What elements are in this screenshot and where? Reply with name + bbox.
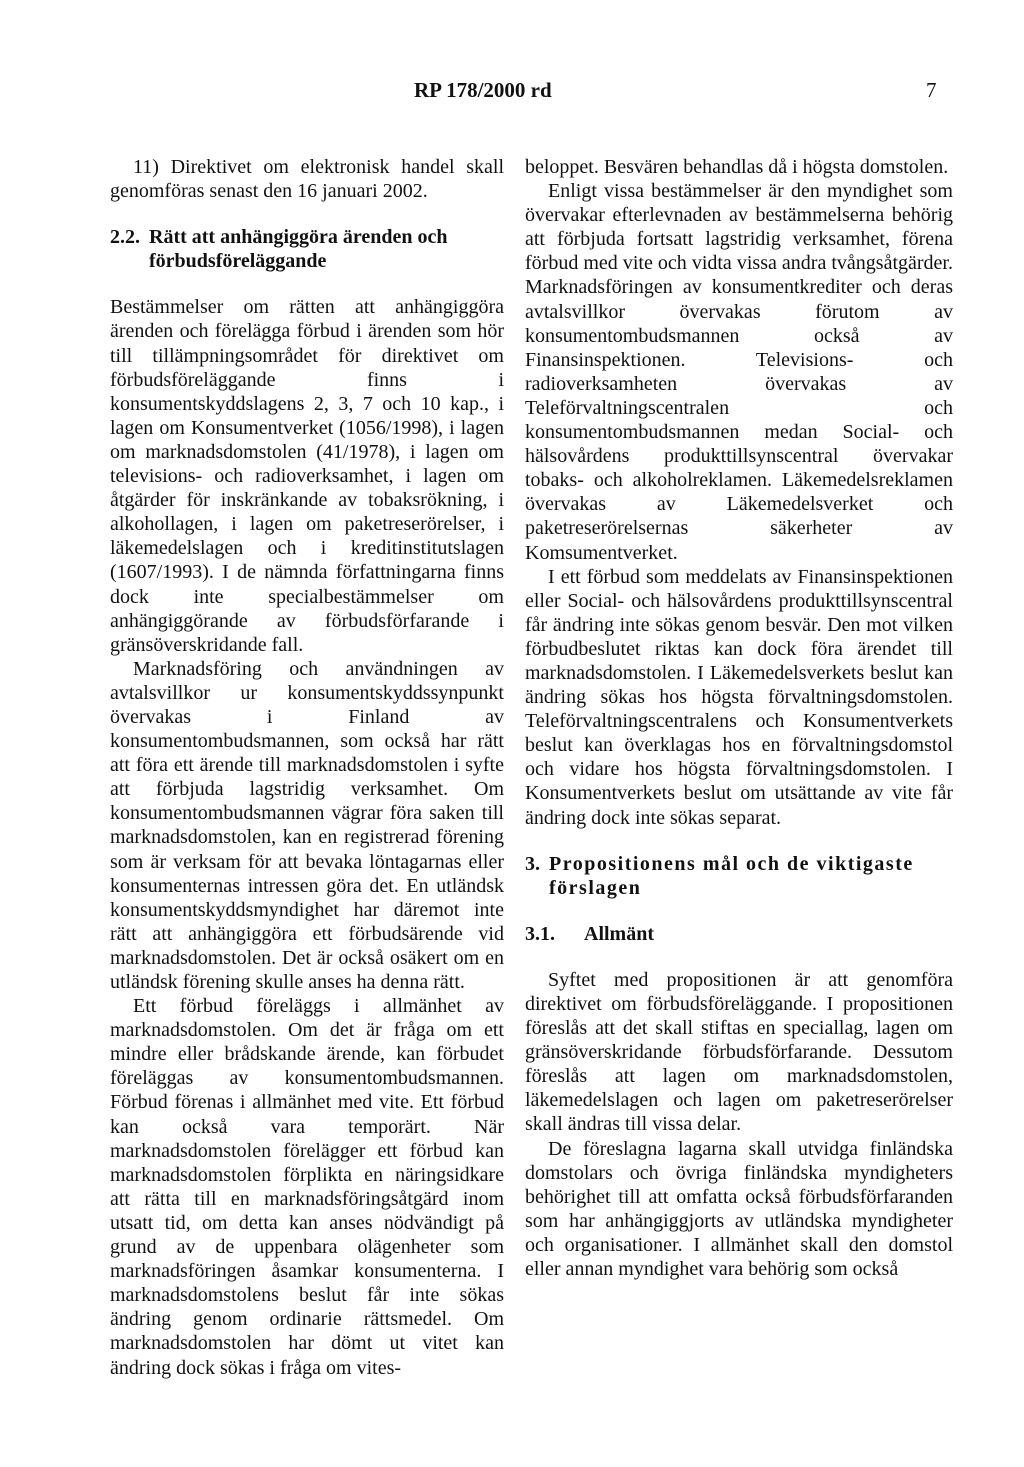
section-title: Propositionens mål och de viktigaste förslagen: [549, 852, 914, 899]
page-header: [0, 78, 1024, 108]
section-3-heading: [525, 852, 953, 900]
section-2-2-heading: [110, 225, 504, 273]
paragraph: I ett förbud som meddelats av Finansinspektionen eller Social- och hälsovårdens produkttillsynscentral får ändring inte sökas genom besvär. Den mot vilken förbudbeslutet riktas kan dock föra ärendet till marknadsdomstolen. I Läkemedelsverkets beslut kan ändring sökas hos högsta förvaltningsdomstolen. Teleförvaltningscentralens och Konsumentverkets beslut kan överklagas hos en förvaltningsdomstol och vidare hos högsta förvaltningsdomstolen. I Konsumentverkets beslut om utsättande av vite får ändring dock inte sökas separat.: [525, 565, 953, 829]
left-column: [110, 155, 504, 1380]
paragraph: Syftet med propositionen är att genomföra direktivet om förbudsföreläggande. I propositionen föreslås att det skall stiftas en speciallag, lagen om gränsöverskridande förbudsförfarande. Dessutom föreslås att lagen om marknadsdomstolen, läkemedelslagen och lagen om paketreserörelser skall ändras till vissa delar.: [525, 968, 953, 1136]
section-title: Rätt att anhängiggöra ärenden och förbudsföreläggande: [149, 226, 448, 273]
paragraph: Bestämmelser om rätten att anhängiggöra ärenden och förelägga förbud i ärenden som hör till tillämpningsområdet för direktivet om förbudsföreläggande finns i konsumentskyddslagens 2, 3, 7 och 10 kap., i lagen om Konsumentverket (1056/1998), i lagen om marknadsdomstolen (41/1978), i lagen om televisions- och radioverksamhet, i lagen om åtgärder för inskränkande av tobaksrökning, i alkohollagen, i lagen om paketreserörelser, i läkemedelslagen och i kreditinstitutslagen (1607/1993). I de nämnda författningarna finns dock inte specialbestämmelser om anhängiggörande av förbudsförfarande i gränsöverskridande fall.: [110, 296, 504, 656]
document-title: RP 178/2000 rd: [414, 78, 552, 102]
page-number: 7: [926, 78, 937, 102]
right-column: [525, 155, 953, 1281]
paragraph: beloppet. Besvären behandlas då i högsta domstolen.: [525, 156, 949, 178]
section-number: 3.1.: [525, 922, 555, 945]
intro-paragraph: 11) Direktivet om elektronisk handel skall genomföras senast den 16 januari 2002.: [110, 156, 504, 203]
section-title: Allmänt: [584, 922, 654, 945]
paragraph: Ett förbud föreläggs i allmänhet av marknadsdomstolen. Om det är fråga om ett mindre eller brådskande ärende, kan förbudet föreläggas av konsumentombudsmannen. Förbud förenas i allmänhet med vite. Ett förbud kan också vara temporärt. När marknadsdomstolen förelägger ett förbud kan marknadsdomstolen förplikta en näringsidkare att rätta till en marknadsföringsåtgärd inom utsatt tid, om detta kan anses nödvändigt på grund av de uppenbara olägenheter som marknadsföringen åsamkar konsumenterna. I marknadsdomstolens beslut får inte sökas ändring genom ordinarie rättsmedel. Om marknadsdomstolen har dömt ut vitet kan ändring dock sökas i fråga om vites-: [110, 995, 504, 1379]
paragraph: Marknadsföring och användningen av avtalsvillkor ur konsumentskyddssynpunkt övervakas i Finland av konsumentombudsmannen, som också har rätt att föra ett ärende till marknadsdomstolen i syfte att förbjuda lagstridig verksamhet. Om konsumentombudsmannen vägrar föra saken till marknadsdomstolen, kan en registrerad förening som är verksam för att bevaka löntagarnas eller konsumenternas intressen göra det. En utländsk konsumentskyddsmyndighet har däremot inte rätt att anhängiggöra ett förbudsärende vid marknadsdomstolen. Det är också osäkert om en utländsk förening skulle anses ha denna rätt.: [110, 657, 504, 993]
section-number: 2.2.: [110, 226, 140, 249]
section-3-1-heading: [525, 922, 953, 946]
paragraph: Enligt vissa bestämmelser är den myndighet som övervakar efterlevnaden av bestämmelserna behörig att förbjuda fortsatt lagstridig verksamhet, förena förbud med vite och vidta vissa andra tvångsåtgärder. Marknadsföringen av konsumentkrediter och deras avtalsvillkor övervakas förutom av konsumentombudsmannen också av Finansinspektionen. Televisions- och radioverksamheten övervakas av Teleförvaltningscentralen och konsumentombudsmannen medan Social- och hälsovårdens produkttillsynscentral övervakar tobaks- och alkoholreklamen. Läkemedelsreklamen övervakas av Läkemedelsverket och paketreserörelsernas säkerheter av Komsumentverket.: [525, 180, 953, 564]
paragraph: De föreslagna lagarna skall utvidga finländska domstolars och övriga finländska myndigheters behörighet till att omfatta också förbudsförfaranden som har anhängiggjorts av utländska myndigheter och organisationer. I allmänhet skall den domstol eller annan myndighet vara behörig som också: [525, 1137, 953, 1281]
section-number: 3.: [525, 852, 540, 875]
